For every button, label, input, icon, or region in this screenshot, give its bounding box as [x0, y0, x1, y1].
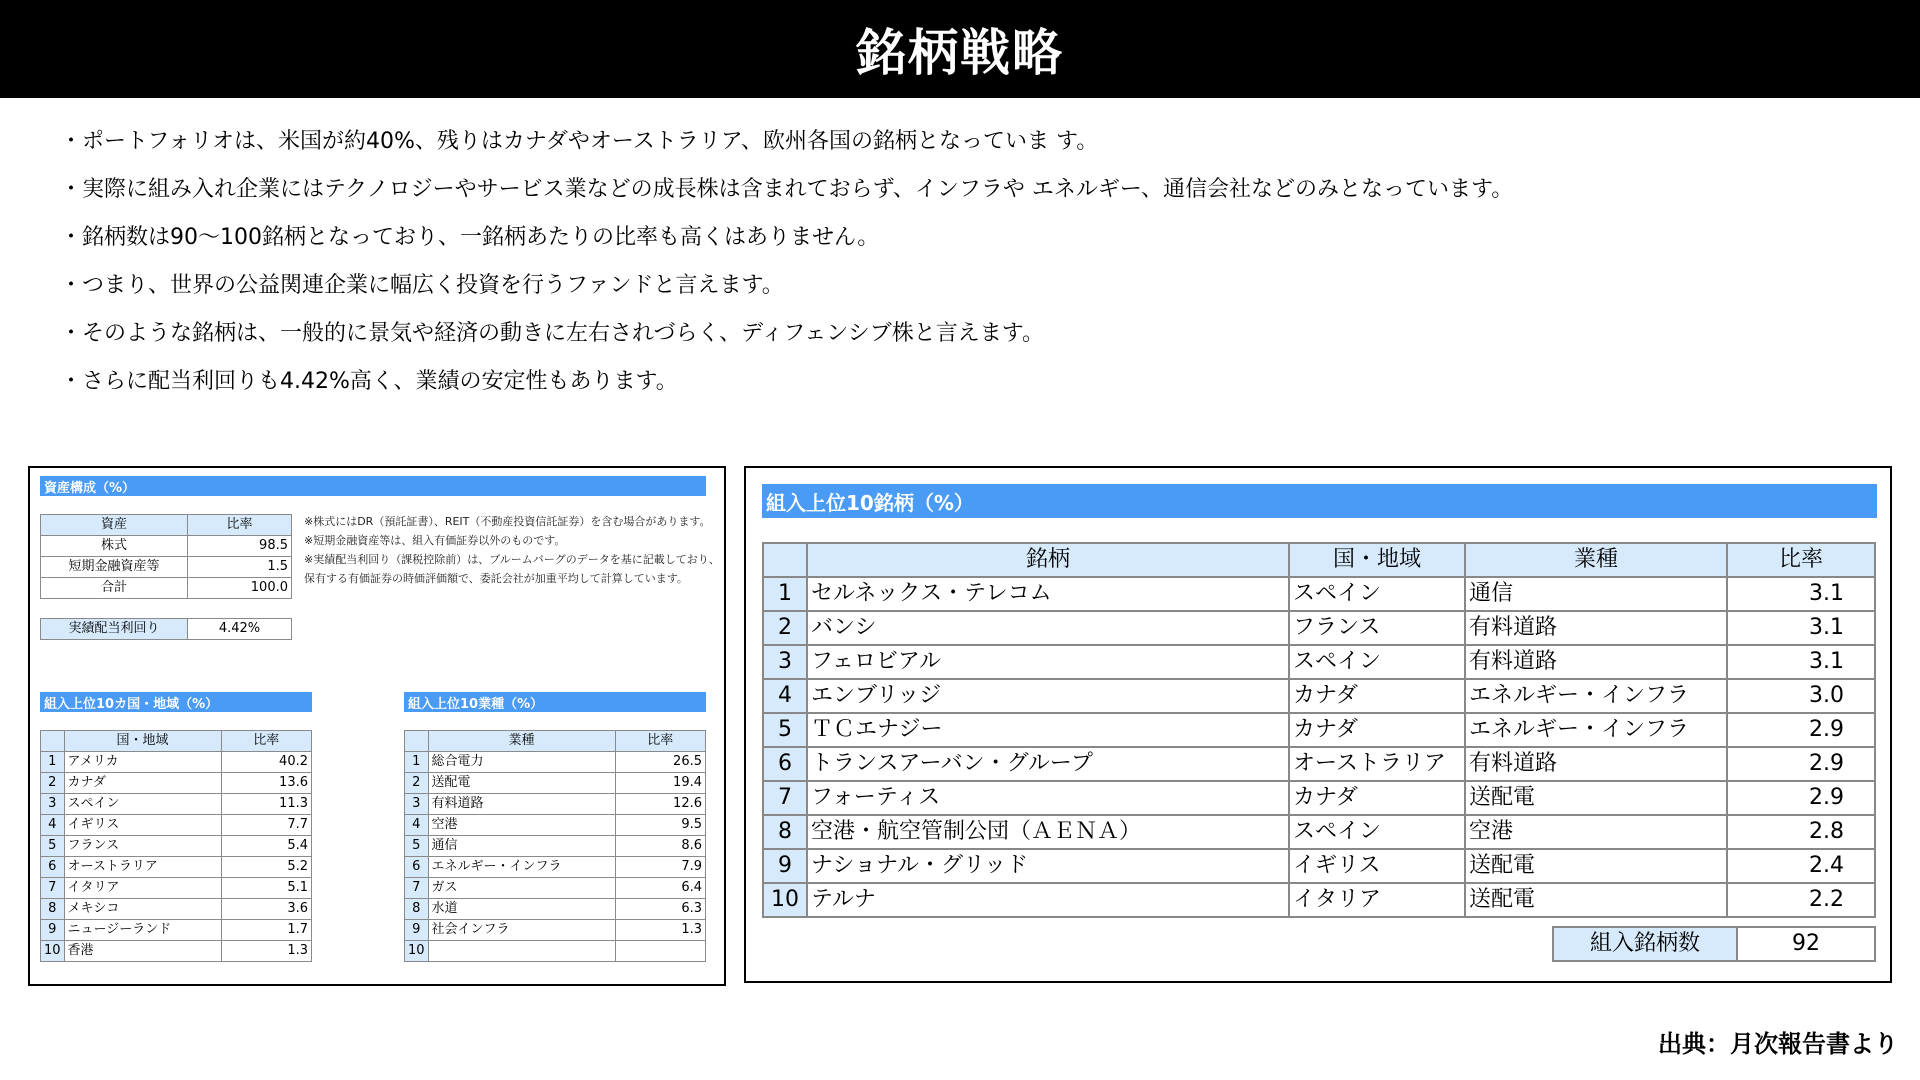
industry-name: 空港 — [428, 815, 615, 836]
holding-industry: 送配電 — [1465, 781, 1727, 815]
bullet-text: 実際に組み入れ企業にはテクノロジーやサービス業などの成長株は含まれておらず、インフラや エネルギー、通信会社などのみとなっています。 — [82, 177, 1514, 202]
note-line: ※株式にはDR（預託証書）、REIT（不動産投資信託証券）を含む場合があります。 — [304, 515, 711, 528]
column-header — [405, 731, 429, 752]
holding-value: 2.8 — [1727, 815, 1875, 849]
bullet-mark: ・ — [60, 225, 83, 250]
table-header-row — [763, 543, 1875, 577]
bullet-item — [60, 118, 1860, 166]
table-row — [405, 773, 706, 794]
industry-name: 通信 — [428, 836, 615, 857]
country-value: 3.6 — [221, 899, 311, 920]
holding-value: 3.0 — [1727, 679, 1875, 713]
rank-cell: 1 — [41, 752, 65, 773]
bullet-text: ポートフォリオは、米国が約40%、残りはカナダやオーストラリア、欧州各国の銘柄となっていま す。 — [82, 129, 1099, 154]
industry-value: 8.6 — [615, 836, 705, 857]
table-row — [763, 883, 1875, 917]
holding-industry: 有料道路 — [1465, 611, 1727, 645]
note-line: ※実績配当利回り（課税控除前）は、ブルームバーグのデータを基に記載しており、 — [304, 553, 720, 566]
rank-cell: 10 — [763, 883, 807, 917]
asset-table — [40, 514, 292, 599]
country-value: 5.4 — [221, 836, 311, 857]
bullet-text: 銘柄数は90～100銘柄となっており、一銘柄あたりの比率も高くはありません。 — [82, 225, 880, 250]
source-note: 出典：月次報告書より — [1658, 1030, 1898, 1058]
holding-country: スペイン — [1289, 645, 1465, 679]
rank-cell: 4 — [763, 679, 807, 713]
asset-value: 1.5 — [188, 557, 292, 578]
rank-cell: 4 — [41, 815, 65, 836]
table-row — [405, 815, 706, 836]
country-value: 11.3 — [221, 794, 311, 815]
asset-label: 株式 — [41, 536, 188, 557]
table-row — [41, 536, 292, 557]
holdings-count-value: 92 — [1737, 927, 1875, 961]
table-row — [41, 578, 292, 599]
rank-cell: 8 — [41, 899, 65, 920]
rank-cell: 3 — [41, 794, 65, 815]
industry-name: エネルギー・インフラ — [428, 857, 615, 878]
column-header: 国・地域 — [64, 731, 221, 752]
table-row — [41, 857, 312, 878]
industry-name — [428, 941, 615, 962]
holding-country: スペイン — [1289, 577, 1465, 611]
column-header: 比率 — [1727, 543, 1875, 577]
column-header: 資産 — [41, 515, 188, 536]
column-header: 銘柄 — [807, 543, 1289, 577]
table-row — [41, 941, 312, 962]
note-line: 保有する有価証券の時価評価額で、委託会社が加重平均して計算しています。 — [304, 572, 688, 585]
industry-value: 7.9 — [615, 857, 705, 878]
holding-country: カナダ — [1289, 679, 1465, 713]
table-header-row — [41, 515, 292, 536]
holding-value: 3.1 — [1727, 577, 1875, 611]
dividend-yield-table — [40, 618, 292, 640]
country-value: 5.2 — [221, 857, 311, 878]
rank-cell: 3 — [763, 645, 807, 679]
country-name: ニュージーランド — [64, 920, 221, 941]
holding-value: 2.4 — [1727, 849, 1875, 883]
column-header: 比率 — [615, 731, 705, 752]
holding-value: 2.9 — [1727, 781, 1875, 815]
industry-name: 総合電力 — [428, 752, 615, 773]
asset-label: 短期金融資産等 — [41, 557, 188, 578]
rank-cell: 6 — [405, 857, 429, 878]
holding-value: 2.9 — [1727, 713, 1875, 747]
table-row — [405, 899, 706, 920]
holding-industry: 有料道路 — [1465, 747, 1727, 781]
bullet-mark: ・ — [60, 369, 83, 394]
industry-section-title: 組入上位10業種（%） — [404, 692, 706, 712]
rank-cell: 5 — [41, 836, 65, 857]
asset-section-title: 資産構成（%） — [40, 476, 706, 496]
rank-cell: 7 — [763, 781, 807, 815]
country-name: カナダ — [64, 773, 221, 794]
industry-table — [404, 730, 706, 962]
table-row — [41, 752, 312, 773]
industry-name: 水道 — [428, 899, 615, 920]
rank-cell: 1 — [405, 752, 429, 773]
holding-value: 2.9 — [1727, 747, 1875, 781]
holding-name: ＴＣエナジー — [807, 713, 1289, 747]
country-name: イギリス — [64, 815, 221, 836]
holding-value: 2.2 — [1727, 883, 1875, 917]
country-section-title: 組入上位10カ国・地域（%） — [40, 692, 312, 712]
rank-cell: 6 — [763, 747, 807, 781]
holding-industry: 空港 — [1465, 815, 1727, 849]
table-row — [405, 941, 706, 962]
table-row — [41, 815, 312, 836]
holding-industry: 通信 — [1465, 577, 1727, 611]
table-row — [41, 773, 312, 794]
country-name: スペイン — [64, 794, 221, 815]
country-name: フランス — [64, 836, 221, 857]
rank-cell: 3 — [405, 794, 429, 815]
holding-country: イギリス — [1289, 849, 1465, 883]
bullet-text: そのような銘柄は、一般的に景気や経済の動きに左右されづらく、ディフェンシブ株と言えます。 — [82, 321, 1044, 346]
bullet-text: つまり、世界の公益関連企業に幅広く投資を行うファンドと言えます。 — [82, 273, 784, 298]
country-value: 40.2 — [221, 752, 311, 773]
country-value: 7.7 — [221, 815, 311, 836]
holding-country: スペイン — [1289, 815, 1465, 849]
table-row — [41, 619, 292, 640]
table-row — [41, 557, 292, 578]
dividend-yield-value: 4.42% — [188, 619, 292, 640]
column-header: 比率 — [188, 515, 292, 536]
holdings-count-table — [1552, 926, 1876, 962]
industry-value — [615, 941, 705, 962]
rank-cell: 1 — [763, 577, 807, 611]
table-row — [763, 713, 1875, 747]
bullet-item — [60, 358, 1860, 406]
column-header: 業種 — [428, 731, 615, 752]
dividend-yield-label: 実績配当利回り — [41, 619, 188, 640]
holdings-section-title: 組入上位10銘柄（%） — [762, 484, 1877, 518]
rank-cell: 2 — [763, 611, 807, 645]
table-row — [41, 836, 312, 857]
table-row — [41, 794, 312, 815]
rank-cell: 7 — [41, 878, 65, 899]
rank-cell: 5 — [763, 713, 807, 747]
top-holdings-panel — [744, 466, 1892, 983]
holding-name: フェロビアル — [807, 645, 1289, 679]
note-line: ※短期金融資産等は、組入有価証券以外のものです。 — [304, 534, 566, 547]
column-header — [41, 731, 65, 752]
holding-industry: 送配電 — [1465, 883, 1727, 917]
country-value: 13.6 — [221, 773, 311, 794]
holdings-count-label: 組入銘柄数 — [1553, 927, 1737, 961]
bullet-item — [60, 166, 1860, 214]
bullet-mark: ・ — [60, 177, 83, 202]
industry-name: ガス — [428, 878, 615, 899]
rank-cell: 8 — [405, 899, 429, 920]
country-name: イタリア — [64, 878, 221, 899]
industry-name: 社会インフラ — [428, 920, 615, 941]
holding-industry: エネルギー・インフラ — [1465, 713, 1727, 747]
holding-country: イタリア — [1289, 883, 1465, 917]
column-header — [763, 543, 807, 577]
holding-industry: 有料道路 — [1465, 645, 1727, 679]
industry-value: 1.3 — [615, 920, 705, 941]
rank-cell: 9 — [405, 920, 429, 941]
rank-cell: 4 — [405, 815, 429, 836]
rank-cell: 2 — [405, 773, 429, 794]
rank-cell: 10 — [405, 941, 429, 962]
holding-country: カナダ — [1289, 713, 1465, 747]
rank-cell: 2 — [41, 773, 65, 794]
holdings-table — [762, 542, 1876, 918]
bullet-item — [60, 262, 1860, 310]
country-name: オーストラリア — [64, 857, 221, 878]
table-row — [763, 849, 1875, 883]
table-row — [763, 747, 1875, 781]
table-row — [405, 857, 706, 878]
rank-cell: 9 — [41, 920, 65, 941]
table-row — [763, 781, 1875, 815]
rank-cell: 8 — [763, 815, 807, 849]
industry-name: 送配電 — [428, 773, 615, 794]
table-row — [405, 878, 706, 899]
holding-country: フランス — [1289, 611, 1465, 645]
industry-value: 9.5 — [615, 815, 705, 836]
country-name: メキシコ — [64, 899, 221, 920]
holding-country: カナダ — [1289, 781, 1465, 815]
industry-value: 19.4 — [615, 773, 705, 794]
table-header-row — [41, 731, 312, 752]
rank-cell: 7 — [405, 878, 429, 899]
asset-value: 100.0 — [188, 578, 292, 599]
bullet-list — [60, 118, 1860, 406]
table-header-row — [405, 731, 706, 752]
holding-value: 3.1 — [1727, 611, 1875, 645]
rank-cell: 5 — [405, 836, 429, 857]
page-title: 銘柄戦略 — [0, 0, 1920, 98]
country-value: 1.3 — [221, 941, 311, 962]
holding-value: 3.1 — [1727, 645, 1875, 679]
table-row — [405, 920, 706, 941]
industry-value: 12.6 — [615, 794, 705, 815]
table-row — [763, 679, 1875, 713]
table-row — [763, 815, 1875, 849]
country-value: 1.7 — [221, 920, 311, 941]
bullet-mark: ・ — [60, 321, 83, 346]
column-header: 国・地域 — [1289, 543, 1465, 577]
table-row — [405, 794, 706, 815]
asset-value: 98.5 — [188, 536, 292, 557]
holding-name: エンブリッジ — [807, 679, 1289, 713]
column-header: 比率 — [221, 731, 311, 752]
industry-value: 26.5 — [615, 752, 705, 773]
table-row — [41, 920, 312, 941]
holding-name: セルネックス・テレコム — [807, 577, 1289, 611]
holding-name: ナショナル・グリッド — [807, 849, 1289, 883]
table-row — [763, 577, 1875, 611]
holding-country: オーストラリア — [1289, 747, 1465, 781]
bullet-mark: ・ — [60, 129, 83, 154]
holding-name: トランスアーバン・グループ — [807, 747, 1289, 781]
bullet-mark: ・ — [60, 273, 83, 298]
table-row — [763, 611, 1875, 645]
bullet-item — [60, 310, 1860, 358]
industry-name: 有料道路 — [428, 794, 615, 815]
rank-cell: 9 — [763, 849, 807, 883]
asset-label: 合計 — [41, 578, 188, 599]
rank-cell: 6 — [41, 857, 65, 878]
table-row — [1553, 927, 1875, 961]
bullet-text: さらに配当利回りも4.42%高く、業績の安定性もあります。 — [82, 369, 678, 394]
asset-notes — [304, 512, 724, 588]
industry-value: 6.4 — [615, 878, 705, 899]
holding-industry: 送配電 — [1465, 849, 1727, 883]
holding-industry: エネルギー・インフラ — [1465, 679, 1727, 713]
country-table — [40, 730, 312, 962]
table-row — [763, 645, 1875, 679]
country-name: 香港 — [64, 941, 221, 962]
column-header: 業種 — [1465, 543, 1727, 577]
country-value: 5.1 — [221, 878, 311, 899]
table-row — [405, 836, 706, 857]
industry-value: 6.3 — [615, 899, 705, 920]
rank-cell: 10 — [41, 941, 65, 962]
holding-name: フォーティス — [807, 781, 1289, 815]
country-name: アメリカ — [64, 752, 221, 773]
table-row — [41, 899, 312, 920]
table-row — [405, 752, 706, 773]
holding-name: 空港・航空管制公団（ＡＥＮＡ） — [807, 815, 1289, 849]
fund-summary-panel — [28, 466, 726, 986]
bullet-item — [60, 214, 1860, 262]
holding-name: バンシ — [807, 611, 1289, 645]
holding-name: テルナ — [807, 883, 1289, 917]
table-row — [41, 878, 312, 899]
